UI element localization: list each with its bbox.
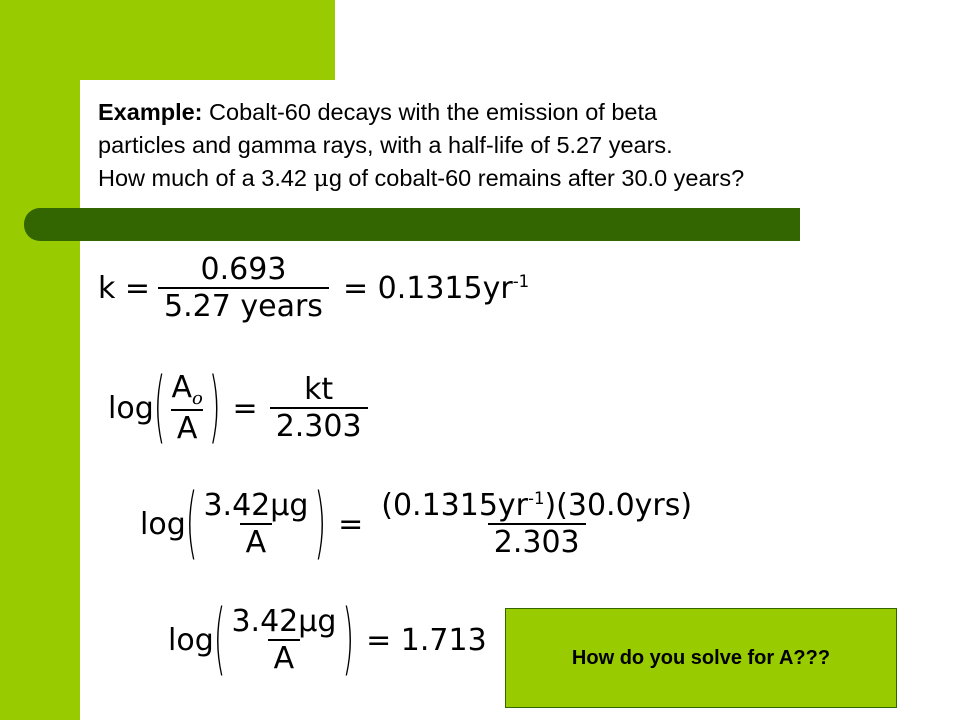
eq4-numerator: 3.42μg (231, 604, 337, 639)
eq1-lhs: k = (98, 270, 151, 306)
eq4-log: log (168, 622, 214, 658)
eq1-fraction (158, 252, 329, 324)
eq2-rhs-fraction (270, 372, 368, 444)
eq4-rhs: = 1.713 (366, 622, 487, 658)
eq2-fraction (165, 370, 208, 446)
eq3-fraction (197, 488, 314, 560)
title-line3b: g of cobalt-60 remains after 30.0 years? (328, 165, 745, 191)
eq3-rhs-numerator (375, 488, 698, 523)
eq2-rhs-numerator: kt (304, 372, 334, 407)
equation-log-ratio (108, 362, 368, 454)
eq2-denominator: A (171, 409, 204, 446)
eq2-log: log (108, 390, 154, 426)
eq2-num-a: A (171, 370, 192, 405)
title-bold: Example: (98, 99, 203, 125)
slide-title (98, 96, 948, 195)
eq3-denominator: A (240, 523, 273, 560)
title-line2: particles and gamma rays, with a half-life of 5.27 years. (98, 132, 673, 158)
right-paren: ) (314, 478, 327, 570)
eq1-rhs-value: = 0.1315yr (342, 270, 513, 306)
eq3-rhs-fraction (375, 488, 698, 560)
callout-text: How do you solve for A??? (571, 646, 831, 669)
eq3-equals: = (338, 506, 364, 542)
title-divider-bar (60, 208, 800, 241)
title-line3a: How much of a 3.42 (98, 165, 314, 191)
right-paren: ) (208, 362, 221, 454)
eq1-numerator: 0.693 (200, 252, 287, 287)
title-mu: μ (313, 164, 329, 192)
eq2-numerator (165, 370, 208, 409)
eq1-exponent: -1 (512, 271, 530, 291)
eq3-rhs-exponent: -1 (528, 489, 545, 508)
eq3-rhs-num-a: (0.1315yr (381, 488, 529, 523)
question-callout (505, 608, 897, 708)
eq2-num-sub: o (191, 388, 203, 409)
eq3-rhs-denominator: 2.303 (488, 523, 586, 560)
eq1-rhs (343, 271, 529, 306)
eq3-numerator: 3.42μg (203, 488, 309, 523)
eq3-rhs-num-b: )(30.0yrs) (544, 488, 693, 523)
equation-substituted (140, 478, 698, 570)
left-accent-bar (0, 0, 80, 720)
left-paren: ( (213, 594, 226, 686)
equation-result (168, 594, 487, 686)
left-paren: ( (185, 478, 198, 570)
eq2-rhs-denominator: 2.303 (270, 407, 368, 444)
left-paren: ( (153, 362, 166, 454)
eq2-equals: = (232, 390, 258, 426)
top-accent-block (80, 0, 335, 80)
right-paren: ) (342, 594, 355, 686)
equation-rate-constant (98, 252, 529, 324)
title-line1: Cobalt-60 decays with the emission of beta (202, 99, 658, 125)
eq3-log: log (140, 506, 186, 542)
eq4-denominator: A (268, 639, 301, 676)
eq4-fraction (225, 604, 342, 676)
eq1-denominator: 5.27 years (158, 287, 329, 324)
